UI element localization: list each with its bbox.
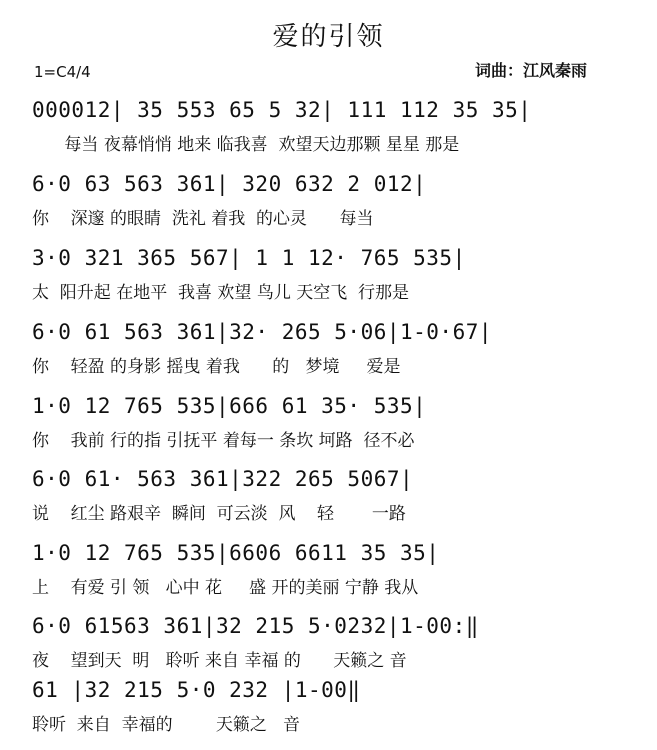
notation-line: 1·0 12 765 535|6606 6611 35 35| [32,541,440,565]
lyrics-line: 聆听 来自 幸福的 天籁之 音 [32,715,301,735]
lyrics-line: 太 阳升起 在地平 我喜 欢望 鸟儿 天空飞 行那是 [32,283,410,303]
lyrics-line: 每当 夜幕悄悄 地来 临我喜 欢望天边那颗 星星 那是 [32,135,460,155]
song-credit: 词曲：江风秦雨 [475,61,588,80]
notation-line: 3·0 321 365 567| 1 1 12· 765 535| [32,246,466,270]
notation-line: 6·0 61· 563 361|322 265 5067| [32,467,414,491]
lyrics-line: 上 有爱 引 领 心中 花 盛 开的美丽 宁静 我从 [32,578,419,598]
lyrics-line: 你 我前 行的指 引抚平 着每一 条坎 坷路 径不必 [32,431,415,451]
lyrics-line: 夜 望到天 明 聆听 来自 幸福 的 天籁之 音 [32,651,407,671]
notation-line: 6·0 61563 361|32 215 5·0232|1-00:‖ [32,614,479,638]
notation-line: 6·0 61 563 361|32· 265 5·06|1-0·67| [32,320,493,344]
song-title: 爱的引领 [272,22,385,52]
key-signature: 1=C4/4 [34,63,91,81]
notation-line: 61 |32 215 5·0 232 |1-00‖ [32,678,361,702]
notation-line: 000012| 35 553 65 5 32| 111 112 35 35| [32,98,532,122]
lyrics-line: 你 轻盈 的身影 摇曳 着我 的 梦境 爱是 [32,357,401,377]
notation-line: 6·0 63 563 361| 320 632 2 012| [32,172,427,196]
lyrics-line: 你 深邃 的眼睛 洗礼 着我 的心灵 每当 [32,209,374,229]
lyrics-line: 说 红尘 路艰辛 瞬间 可云淡 风 轻 一路 [32,504,406,524]
notation-line: 1·0 12 765 535|666 61 35· 535| [32,394,427,418]
